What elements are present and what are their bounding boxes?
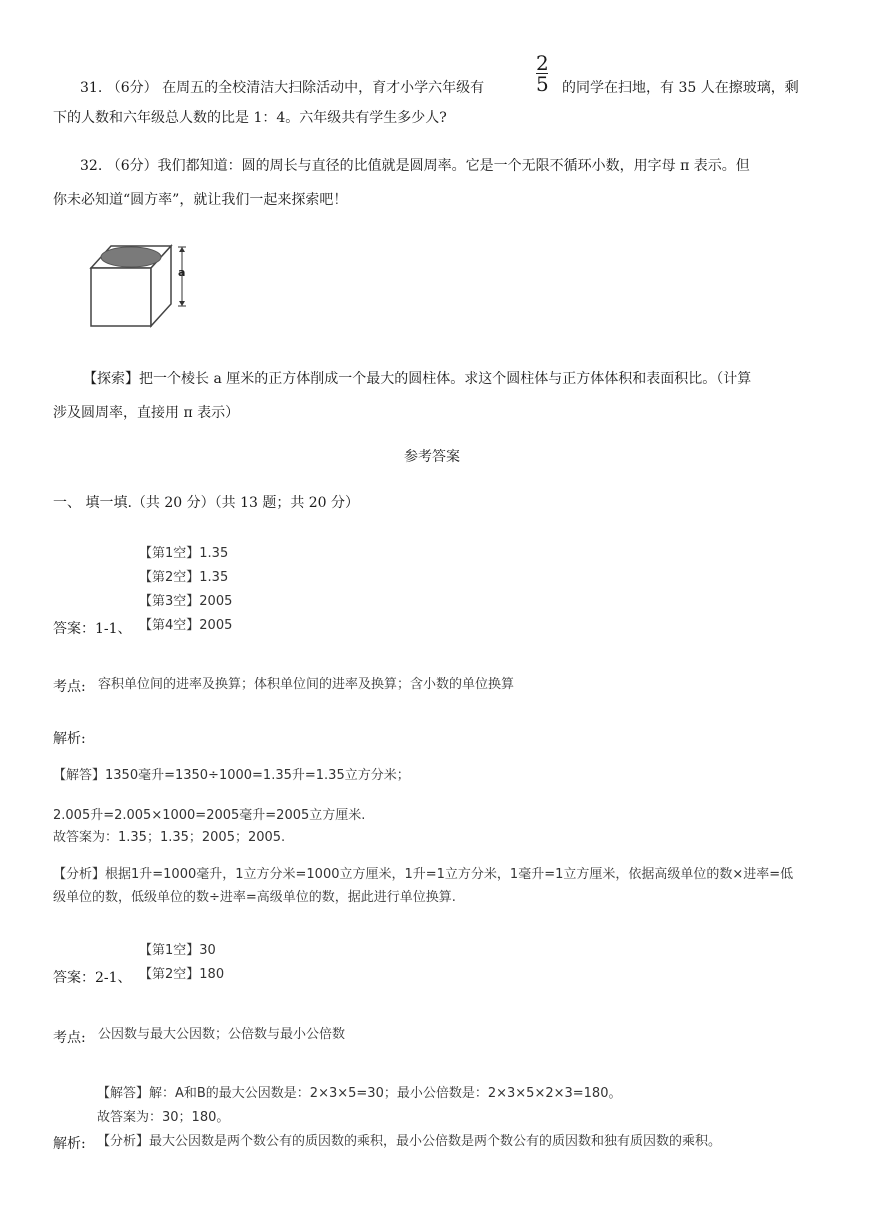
explore-line1: 【探索】把一个棱长 a 厘米的正方体削成一个最大的圆柱体。求这个圆柱体与正方体体积和表面积比。（计算 [83, 371, 752, 387]
q32-line2: 你未必知道“圆方率”，就让我们一起来探索吧！ [53, 192, 348, 208]
q31-text-a: 31. （6分） 在周五的全校清洁大扫除活动中，育才小学六年级有 [80, 80, 485, 96]
q31-line1 [80, 77, 484, 97]
a1-blank-1: 【第1空】1.35 [139, 546, 229, 561]
a2-label: 答案：2-1、 [53, 970, 132, 986]
a1-kaodian-label: 考点: [53, 679, 86, 695]
a1-jieda-3: 故答案为：1.35；1.35；2005；2005. [53, 830, 286, 845]
a1-fenxi-2: 级单位的数，低级单位的数÷进率=高级单位的数，据此进行单位换算. [53, 890, 456, 905]
section-heading: 一、 填一填.（共 20 分）（共 13 题；共 20 分） [53, 495, 360, 511]
a2-fenxi-1: 【分析】最大公因数是两个数公有的质因数的乘积，最小公倍数是两个数公有的质因数和独有质因数的乘积。 [97, 1134, 722, 1149]
a1-fenxi-1: 【分析】根据1升=1000毫升，1立方分米=1000立方厘米，1升=1立方分米，1毫升=1立方厘米，依据高级单位的数×进率=低 [53, 867, 794, 882]
a1-jieda-1: 【解答】1350毫升=1350÷1000=1.35升=1.35立方分米； [53, 768, 410, 783]
a2-blank-2: 【第2空】180 [139, 967, 225, 982]
a2-kaodian: 公因数与最大公因数；公倍数与最小公倍数 [98, 1027, 346, 1042]
figure-edge-label: a [178, 266, 186, 279]
a1-blank-3: 【第3空】2005 [139, 594, 233, 609]
a1-blank-2: 【第2空】1.35 [139, 570, 229, 585]
a2-jieda-1: 【解答】解：A和B的最大公因数是：2×3×5=30；最小公倍数是：2×3×5×2×3=180。 [97, 1086, 622, 1101]
a1-label: 答案：1-1、 [53, 621, 132, 637]
cube-cylinder-figure [85, 238, 195, 332]
q31-text-b: 的同学在扫地，有 35 人在擦玻璃，剩 [562, 80, 799, 96]
a1-jieda-2: 2.005升=2.005×1000=2005毫升=2005立方厘米. [53, 808, 366, 823]
a2-jieda-2: 故答案为：30；180。 [97, 1110, 230, 1125]
explore-line2: 涉及圆周率，直接用 π 表示） [53, 405, 240, 421]
a1-kaodian: 容积单位间的进率及换算；体积单位间的进率及换算；含小数的单位换算 [98, 677, 515, 692]
fraction-numerator: 2 [536, 51, 549, 75]
a2-kaodian-label: 考点: [53, 1030, 86, 1046]
a1-jiexi-label: 解析: [53, 731, 86, 747]
fraction-two-fifths [536, 51, 549, 96]
a2-blank-1: 【第1空】30 [139, 943, 216, 958]
q32-line1: 32. （6分）我们都知道：圆的周长与直径的比值就是圆周率。它是一个无限不循环小数，用字母 π 表示。但 [80, 158, 750, 174]
fraction-denominator: 5 [536, 72, 549, 96]
q31-line2: 下的人数和六年级总人数的比是 1：4。六年级共有学生多少人? [53, 110, 447, 126]
a1-blank-4: 【第4空】2005 [139, 618, 233, 633]
answers-title: 参考答案 [404, 449, 460, 465]
a2-jiexi-label: 解析: [53, 1136, 86, 1152]
